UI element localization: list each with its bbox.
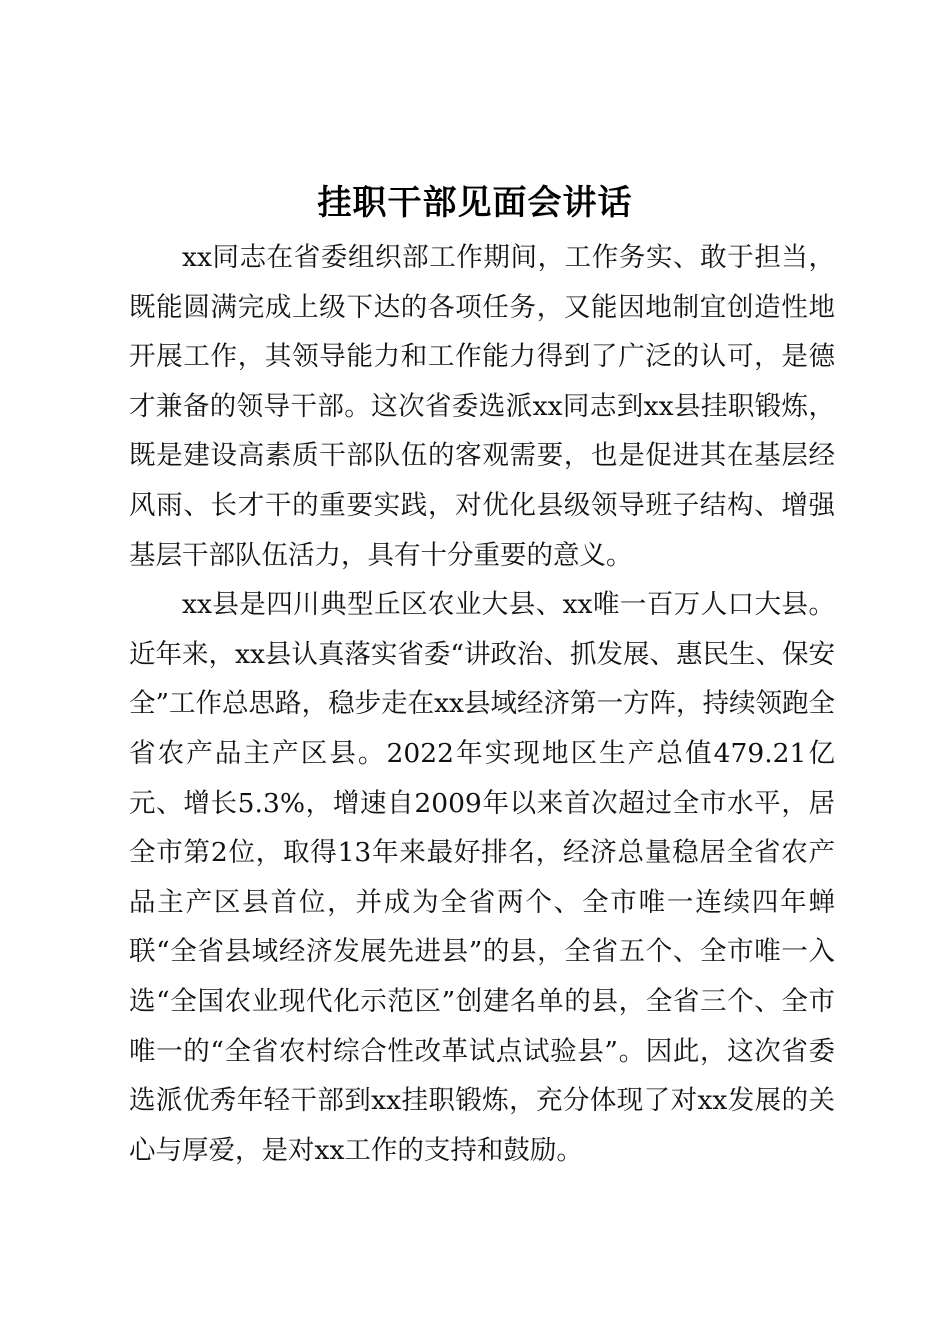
paragraph-2: xx县是四川典型丘区农业大县、xx唯一百万人口大县。近年来，xx县认真落实省委“讲政治、抓发展、惠民生、保安全”工作总思路，稳步走在xx县域经济第一方阵，持续领跑全省农产品主产区县。2022年实现地区生产总值479.21亿元、增长5.3%，增速自2009年以来首次超过全市水平，居全市第2位，取得13年来最好排名，经济总量稳居全省农产品主产区县首位，并成为全省两个、全市唯一连续四年蝉联“全省县域经济发展先进县”的县，全省五个、全市唯一入选“全国农业现代化示范区”创建名单的县，全省三个、全市唯一的“全省农村综合性改革试点试验县”。因此，这次省委选派优秀年轻干部到xx挂职锻炼，充分体现了对xx发展的关心与厚爱，是对xx工作的支持和鼓励。: [129, 589, 835, 1166]
paragraph-1: xx同志在省委组织部工作期间，工作务实、敢于担当，既能圆满完成上级下达的各项任务，又能因地制宜创造性地开展工作，其领导能力和工作能力得到了广泛的认可，是德才兼备的领导干部。这次省委选派xx同志到xx县挂职锻炼，既是建设高素质干部队伍的客观需要，也是促进其在基层经风雨、长才干的重要实践，对优化县级领导班子结构、增强基层干部队伍活力，具有十分重要的意义。: [129, 242, 835, 571]
document-body: [129, 233, 835, 1175]
document-title: 挂职干部见面会讲话: [317, 183, 633, 223]
